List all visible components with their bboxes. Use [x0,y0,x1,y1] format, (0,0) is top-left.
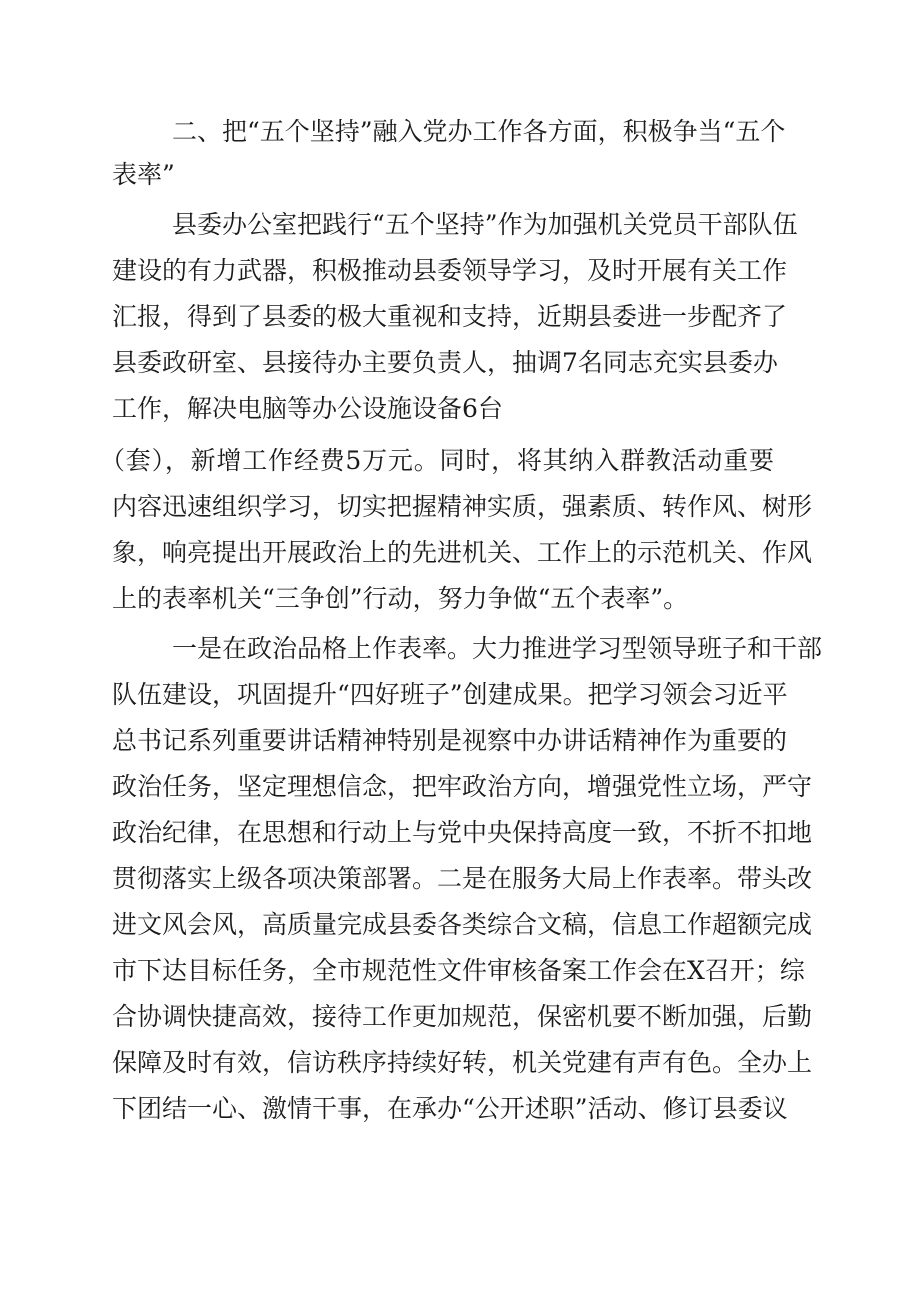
paragraph-3-line-9: 合协调快捷高效，接待工作更加规范，保密机要不断加强，后勤 [112,1002,813,1031]
paragraph-3-line-5: 政治纪律，在思想和行动上与党中央保持高度一致，不折不扣地 [112,818,813,847]
paragraph-3-line-4: 政治任务，坚定理想信念，把牢政治方向，增强党性立场，严守 [112,772,813,801]
paragraph-1-line-1: 县委办公室把践行“五个坚持”作为加强机关党员干部队伍 [172,210,798,239]
paragraph-3-line-8: 市下达目标任务，全市规范性文件审核备案工作会在X召开；综 [112,956,805,985]
paragraph-3-line-7: 进文风会风，高质量完成县委各类综合文稿，信息工作超额完成 [112,910,813,939]
paragraph-2-line-2: 内容迅速组织学习，切实把握精神实质，强素质、转作风、树形 [112,492,813,521]
paragraph-2-line-3: 象，响亮提出开展政治上的先进机关、工作上的示范机关、作风 [112,538,813,567]
paragraph-3-line-10: 保障及时有效，信访秩序持续好转，机关党建有声有色。全办上 [112,1048,813,1077]
paragraph-3-line-3: 总书记系列重要讲话精神特别是视察中办讲话精神作为重要的 [112,726,788,755]
paragraph-3-line-6: 贯彻落实上级各项决策部署。二是在服务大局上作表率。带头改 [112,864,813,893]
heading-line-1: 二、把“五个坚持”融入党办工作各方面，积极争当“五个 [172,117,786,146]
paragraph-1-line-2: 建设的有力武器，积极推动县委领导学习，及时开展有关工作 [112,256,788,285]
paragraph-2-line-1: （套），新增工作经费5万元。同时，将其纳入群教活动重要 [100,446,774,475]
paragraph-3-line-11: 下团结一心、激情干事，在承办“公开述职”活动、修订县委议 [112,1094,788,1123]
paragraph-1-line-5: 工作，解决电脑等办公设施设备6台 [112,394,503,423]
paragraph-2-line-4: 上的表率机关“三争创”行动，努力争做“五个表率”。 [112,584,689,613]
paragraph-1-line-3: 汇报，得到了县委的极大重视和支持，近期县委进一步配齐了 [112,302,788,331]
paragraph-3-line-2: 队伍建设，巩固提升“四好班子”创建成果。把学习领会习近平 [112,680,788,709]
heading-line-2: 表率” [112,160,175,189]
paragraph-3-line-1: 一是在政治品格上作表率。大力推进学习型领导班子和干部 [172,634,823,663]
paragraph-1-line-4: 县委政研室、县接待办主要负责人，抽调7名同志充实县委办 [112,348,778,377]
